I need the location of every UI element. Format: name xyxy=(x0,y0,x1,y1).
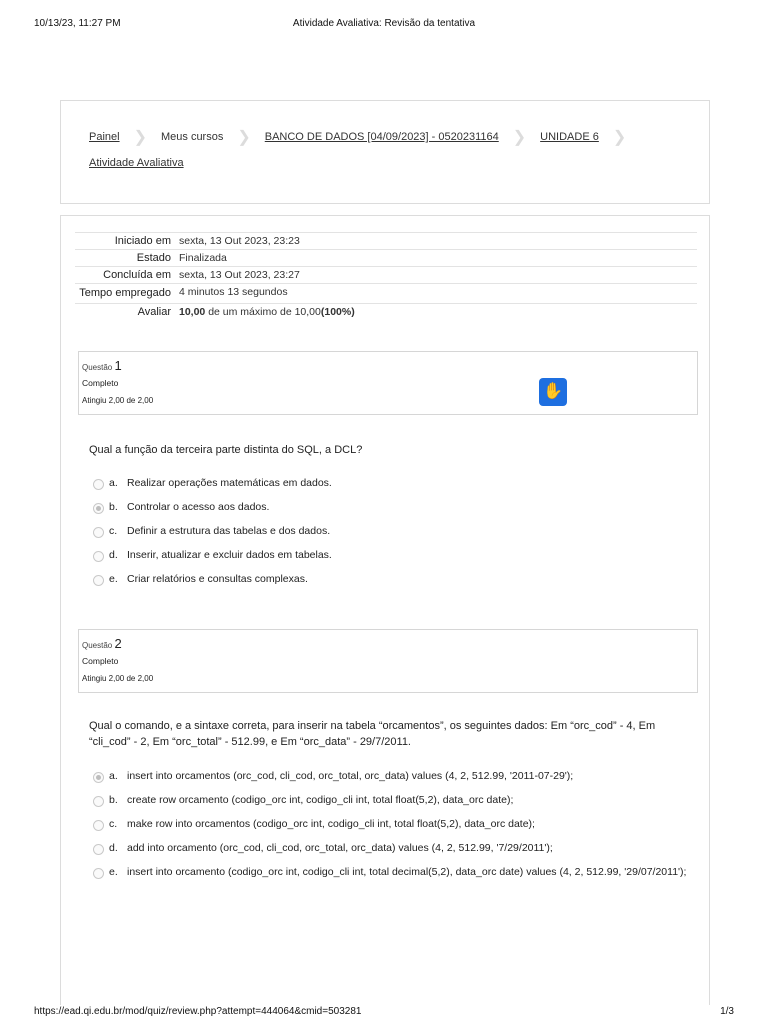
attempt-summary xyxy=(75,232,697,320)
summary-row xyxy=(75,250,697,267)
radio-button[interactable] xyxy=(93,868,104,879)
radio-button-selected[interactable] xyxy=(93,503,104,514)
chevron-right-icon: ❯ xyxy=(512,129,527,146)
answer-letter: a. xyxy=(109,770,118,782)
print-url: https://ead.qi.edu.br/mod/quiz/review.php?attempt=444064&cmid=503281 xyxy=(34,1006,362,1017)
answer-text: create row orcamento (codigo_orc int, codigo_cli int, total float(5,2), data_orc date); xyxy=(127,794,514,806)
summary-value: 4 minutos 13 segundos xyxy=(179,286,288,298)
answer-letter: b. xyxy=(109,794,118,806)
answer-option[interactable] xyxy=(93,865,693,901)
question-number-value: 1 xyxy=(114,358,122,373)
answer-letter: c. xyxy=(109,818,118,830)
summary-value: Finalizada xyxy=(179,252,227,264)
answer-letter: e. xyxy=(109,573,118,585)
answer-letter: a. xyxy=(109,477,118,489)
question-prefix: Questão xyxy=(82,641,113,650)
radio-button[interactable] xyxy=(93,796,104,807)
radio-button[interactable] xyxy=(93,575,104,586)
chevron-right-icon: ❯ xyxy=(237,129,251,146)
answer-text: insert into orcamentos (orc_cod, cli_cod, orc_total, orc_data) values (4, 2, 512.99, '2011-07-29'); xyxy=(127,770,574,782)
radio-button-selected[interactable] xyxy=(93,772,104,783)
answer-option[interactable] xyxy=(93,524,693,548)
print-date: 10/13/23, 11:27 PM xyxy=(34,18,121,29)
answer-text: insert into orcamento (codigo_orc int, codigo_cli int, total decimal(5,2), data_orc date) values (4, 2, 512.99, '29/07/2011'); xyxy=(127,866,687,878)
radio-button[interactable] xyxy=(93,820,104,831)
breadcrumb-activity[interactable]: Atividade Avaliativa xyxy=(89,157,184,169)
answer-option[interactable] xyxy=(93,572,693,596)
summary-label: Tempo empregado xyxy=(79,287,171,299)
summary-row xyxy=(75,233,697,250)
answer-letter: c. xyxy=(109,525,118,537)
breadcrumb-painel[interactable]: Painel xyxy=(89,131,120,143)
answer-option[interactable] xyxy=(93,817,693,841)
grade-middle: de um máximo de 10,00 xyxy=(208,306,321,318)
grade-score: 10,00 xyxy=(179,306,206,318)
breadcrumb-card xyxy=(60,100,710,204)
answer-text: Definir a estrutura das tabelas e dos dados. xyxy=(127,525,331,537)
chevron-right-icon: ❯ xyxy=(133,129,147,146)
answer-list-1 xyxy=(93,476,693,596)
question-number xyxy=(82,636,122,651)
summary-label: Iniciado em xyxy=(114,235,171,247)
question-text-1: Qual a função da terceira parte distinta do SQL, a DCL? xyxy=(89,444,363,456)
summary-row xyxy=(75,304,697,321)
question-grade: Atingiu 2,00 de 2,00 xyxy=(82,396,154,405)
question-text-2: Qual o comando, e a sintaxe correta, para inserir na tabela “orcamentos”, os seguintes dados: Em “orc_cod” - 4, Em “cli_cod” - 2, Em “orc_total” - 512.99, e Em “orc_data” - 29/7/2011. xyxy=(89,720,656,748)
grade-percent: (100%) xyxy=(320,306,355,318)
answer-option[interactable] xyxy=(93,500,693,524)
answer-option[interactable] xyxy=(93,841,693,865)
chevron-right-icon: ❯ xyxy=(612,129,627,146)
question-info-1 xyxy=(78,351,698,415)
summary-value: sexta, 13 Out 2023, 23:27 xyxy=(179,269,300,281)
answer-option[interactable] xyxy=(93,548,693,572)
radio-button[interactable] xyxy=(93,479,104,490)
breadcrumb xyxy=(89,127,689,177)
question-number-value: 2 xyxy=(114,636,122,651)
grade-value xyxy=(179,304,697,321)
print-title: Atividade Avaliativa: Revisão da tentativa xyxy=(292,18,476,29)
question-info-2 xyxy=(78,629,698,693)
answer-text: Controlar o acesso aos dados. xyxy=(127,501,270,513)
question-number xyxy=(82,358,122,373)
answer-letter: e. xyxy=(109,866,118,878)
answer-text: Criar relatórios e consultas complexas. xyxy=(127,573,308,585)
breadcrumb-course[interactable]: BANCO DE DADOS [04/09/2023] - 0520231164 xyxy=(264,131,499,143)
answer-text: add into orcamento (orc_cod, cli_cod, orc_total, orc_data) values (4, 2, 512.99, '7/29/2011'); xyxy=(127,842,553,854)
breadcrumb-unit[interactable]: UNIDADE 6 xyxy=(540,131,599,143)
breadcrumb-meus-cursos: Meus cursos xyxy=(160,131,224,143)
answer-letter: d. xyxy=(109,842,118,854)
review-card xyxy=(60,215,710,1005)
radio-button[interactable] xyxy=(93,527,104,538)
answer-letter: b. xyxy=(109,501,118,513)
radio-button[interactable] xyxy=(93,844,104,855)
answer-option[interactable] xyxy=(93,793,693,817)
answer-list-2 xyxy=(93,769,693,901)
answer-text: Inserir, atualizar e excluir dados em tabelas. xyxy=(127,549,332,561)
answer-option[interactable] xyxy=(93,476,693,500)
question-grade: Atingiu 2,00 de 2,00 xyxy=(82,674,154,683)
question-state: Completo xyxy=(82,656,119,666)
summary-value: sexta, 13 Out 2023, 23:23 xyxy=(179,235,300,247)
answer-option[interactable] xyxy=(93,769,693,793)
answer-text: Realizar operações matemáticas em dados. xyxy=(127,477,332,489)
summary-label: Avaliar xyxy=(137,306,171,318)
summary-row xyxy=(75,267,697,284)
radio-button[interactable] xyxy=(93,551,104,562)
summary-label: Concluída em xyxy=(103,269,171,281)
summary-row xyxy=(75,284,697,304)
answer-letter: d. xyxy=(109,549,118,561)
summary-label: Estado xyxy=(136,252,171,264)
question-state: Completo xyxy=(82,378,119,388)
print-page-number: 1/3 xyxy=(720,1006,734,1017)
answer-text: make row into orcamentos (codigo_orc int, codigo_cli int, total float(5,2), data_orc date); xyxy=(127,818,535,830)
hand-sign-icon[interactable]: ✋ xyxy=(539,378,567,406)
question-prefix: Questão xyxy=(82,363,113,372)
